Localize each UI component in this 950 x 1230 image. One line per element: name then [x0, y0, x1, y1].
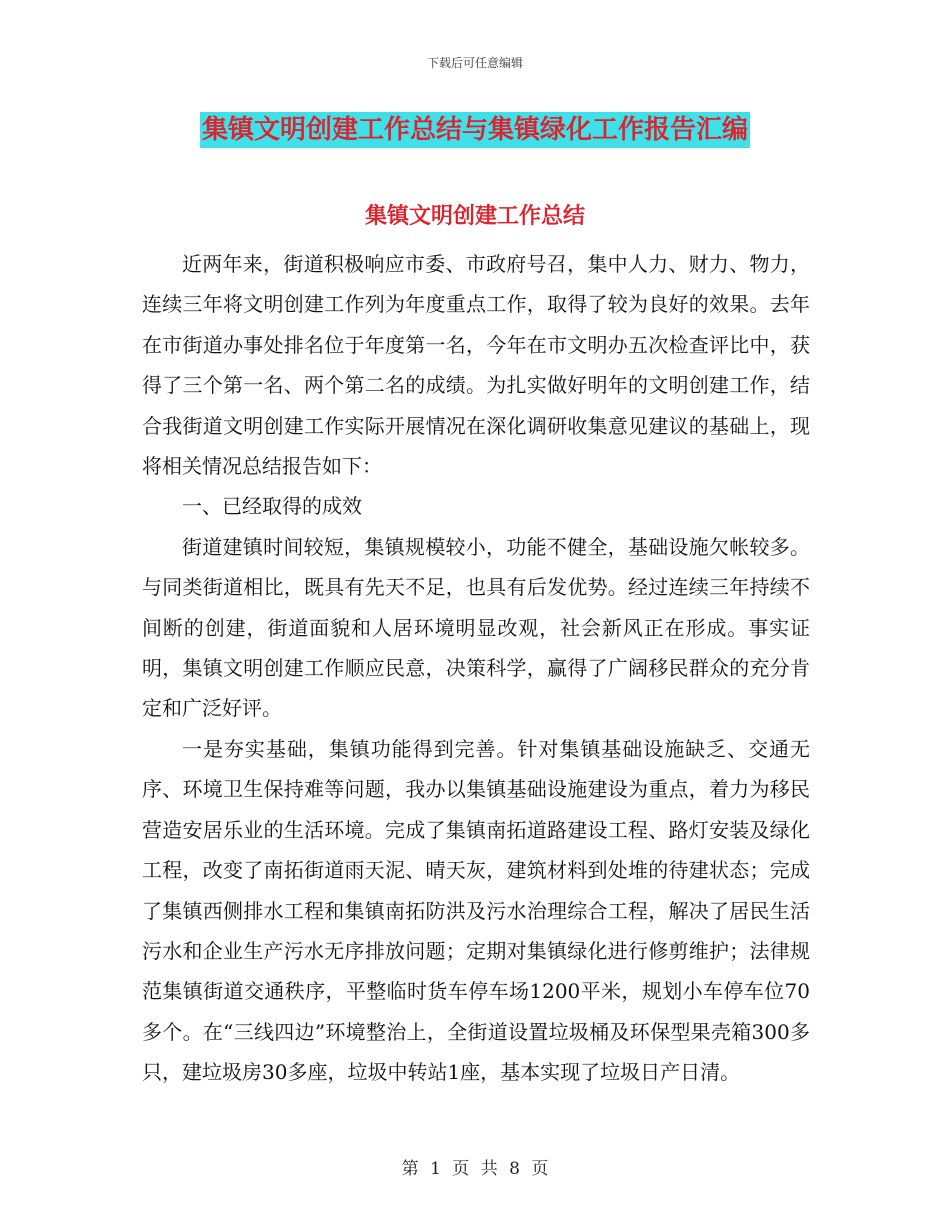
section-title: 集镇文明创建工作总结 — [364, 203, 585, 229]
header-note: 下载后可任意编辑 — [426, 56, 523, 70]
paragraph-heading-achievements: 一、已经取得的成效 — [182, 494, 362, 519]
main-title-container — [0, 112, 950, 148]
paragraph-infrastructure: 一是夯实基础，集镇功能得到完善。针对集镇基础设施缺乏、交通无序、环境卫生保持难等问题，我办以集镇基础设施建设为重点，着力为移民营造安居乐业的生活环境。完成了集镇南拓道路建设工程、路灯安装及绿化工程，改变了南拓街道雨天泥、晴天灰，建筑材料到处堆的待建状态；完成了集镇西侧排水工程和集镇南拓防洪及污水治理综合工程，解决了居民生活污水和企业生产污水无序排放问题；定期对集镇绿化进行修剪维护；法律规范集镇街道交通秩序，平整临时货车停车场1200平米，规划小车停车位70多个。在“三线四边”环境整治上，全街道设置垃圾桶及环保型果壳箱300多只，建垃圾房30多座，垃圾中转站1座，基本实现了垃圾日产日清。 — [142, 736, 810, 1085]
paragraph-background: 街道建镇时间较短，集镇规模较小，功能不健全，基础设施欠帐较多。与同类街道相比，既具有先天不足，也具有后发优势。经过连续三年持续不间断的创建，街道面貌和人居环境明显改观，社会新风正在形成。事实证明，集镇文明创建工作顺应民意，决策科学，赢得了广阔移民群众的充分肯定和广泛好评。 — [142, 534, 810, 721]
page-footer: 第 1 页 共 8 页 — [401, 1159, 549, 1179]
document-main-title: 集镇文明创建工作总结与集镇绿化工作报告汇编 — [200, 112, 750, 148]
paragraph-intro: 近两年来，街道积极响应市委、市政府号召，集中人力、财力、物力，连续三年将文明创建工作列为年度重点工作，取得了较为良好的效果。去年在市街道办事处排名位于年度第一名，今年在市文明办五次检查评比中，获得了三个第一名、两个第二名的成绩。为扎实做好明年的文明创建工作，结合我街道文明创建工作实际开展情况在深化调研收集意见建议的基础上，现将相关情况总结报告如下： — [142, 252, 810, 479]
document-body — [142, 244, 810, 1093]
